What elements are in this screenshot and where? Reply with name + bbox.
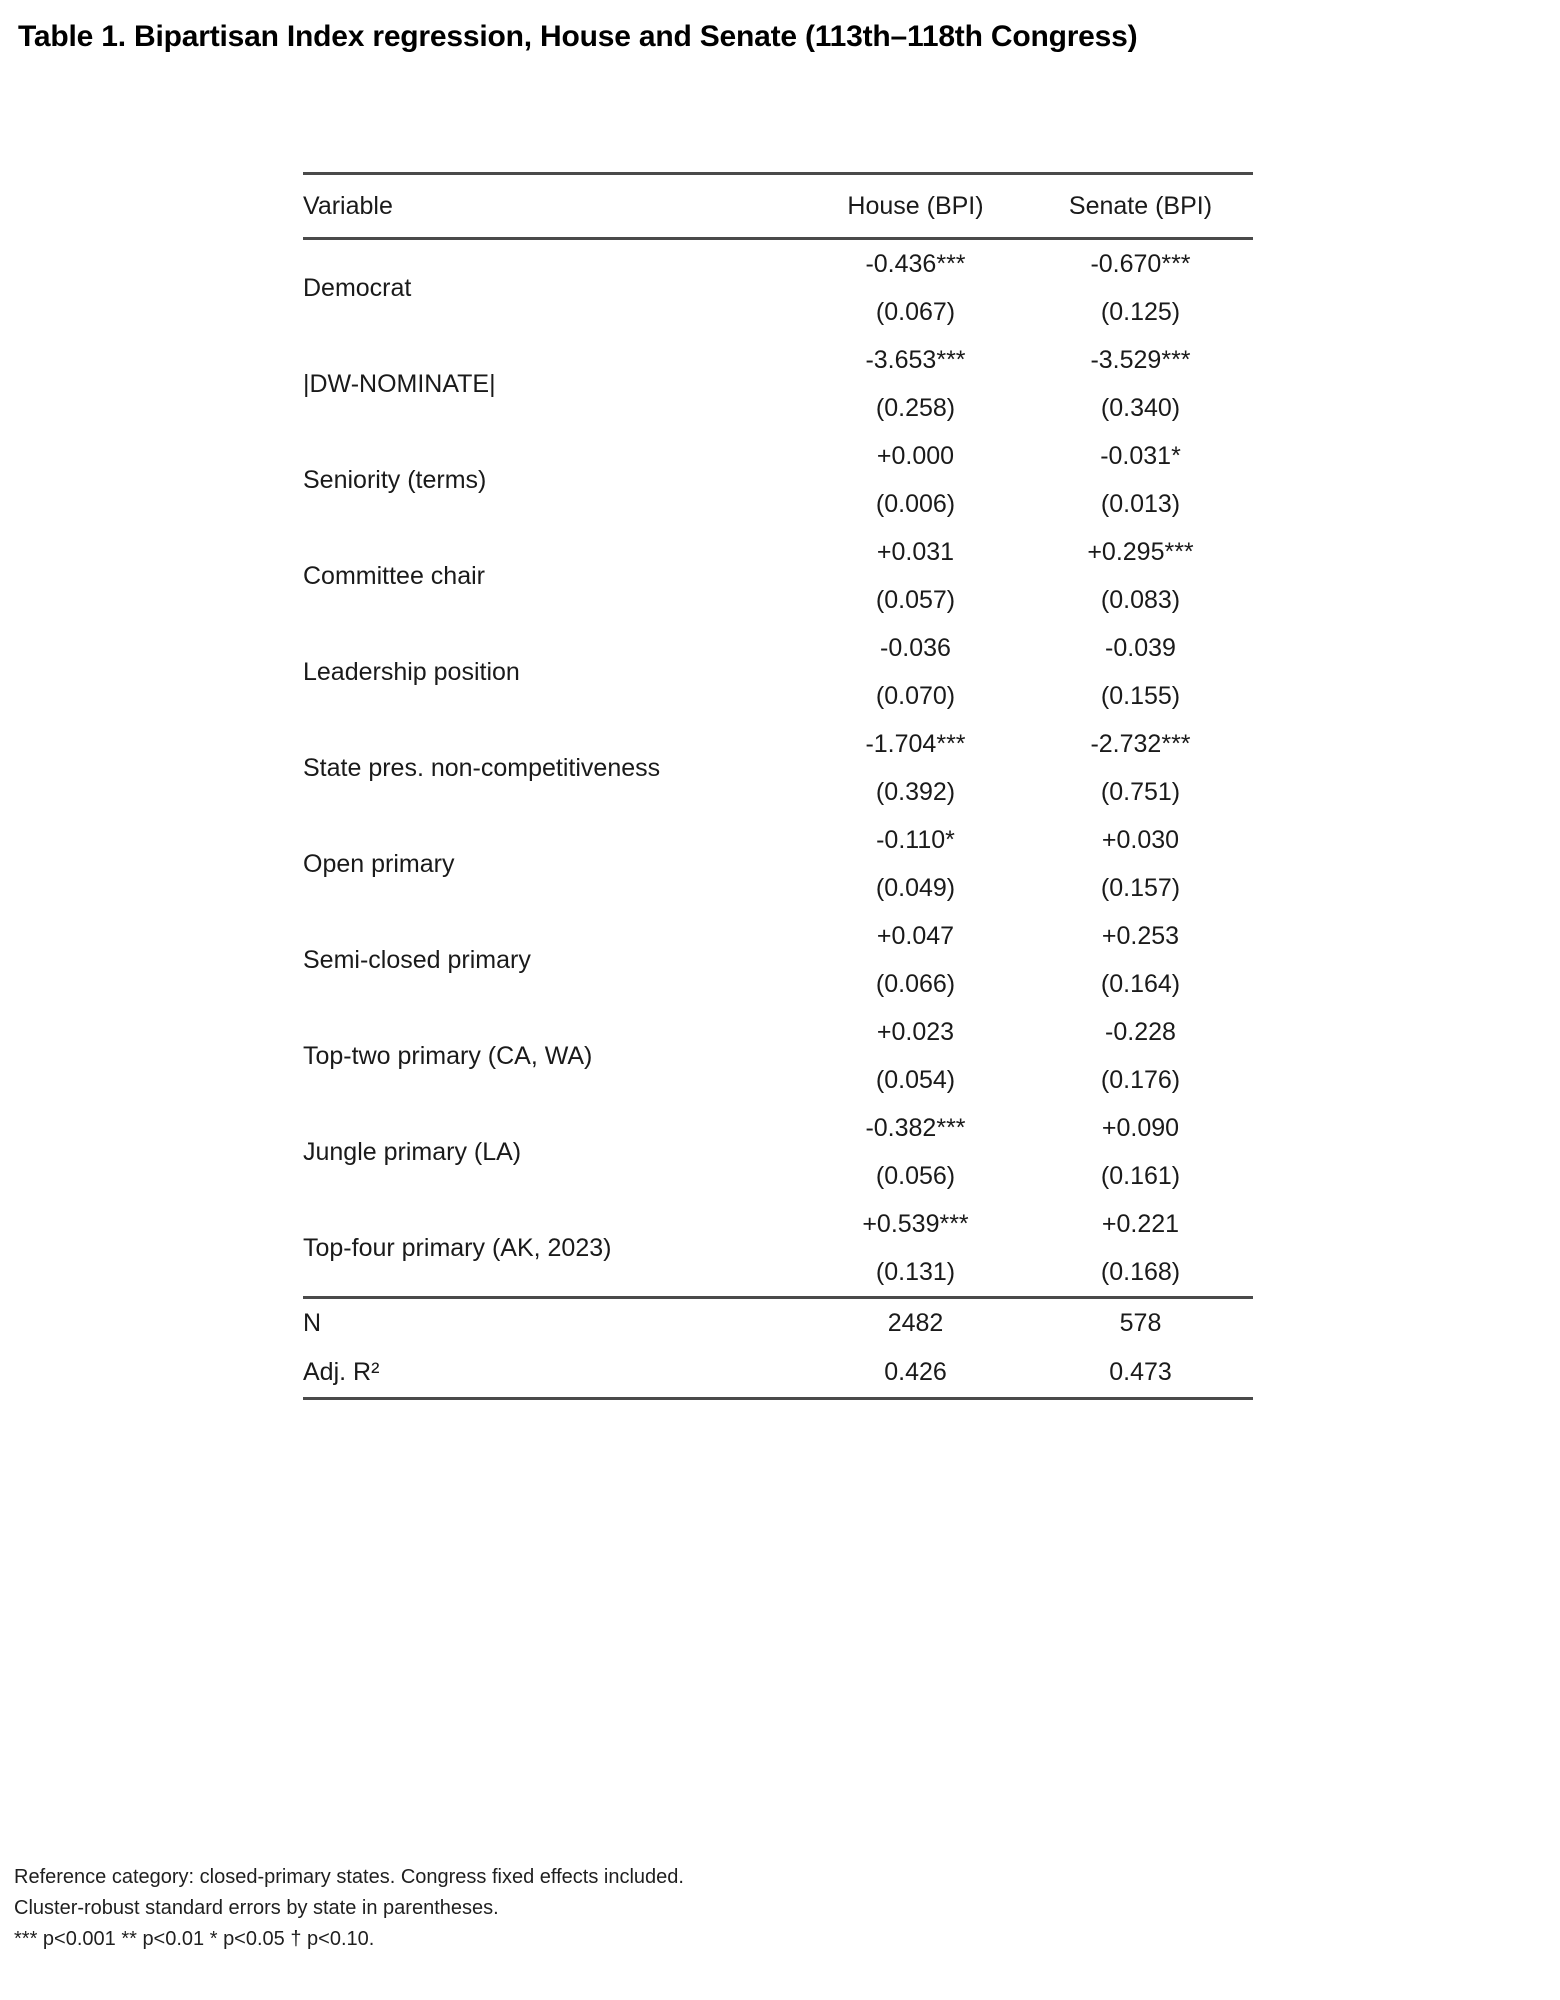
cell-senate (1028, 816, 1253, 912)
cell-house-standard-error: (0.056) (875, 1162, 956, 1190)
cell-variable: Committee chair (303, 561, 485, 590)
cell-house-coefficient: -1.704*** (865, 730, 966, 758)
footnote-reference-category: Reference category: closed-primary states. Congress fixed effects included. (14, 1866, 684, 1888)
cell-house-standard-error: (0.066) (875, 970, 956, 998)
cell-variable: Seniority (terms) (303, 465, 487, 494)
cell-senate-standard-error: (0.013) (1100, 490, 1181, 518)
cell-senate-standard-error: (0.751) (1100, 778, 1181, 806)
cell-senate-coefficient: +0.090 (1101, 1114, 1180, 1142)
cell-house-standard-error: (0.057) (875, 586, 956, 614)
cell-senate-standard-error: (0.155) (1100, 682, 1181, 710)
cell-senate-standard-error: (0.161) (1100, 1162, 1181, 1190)
cell-house-standard-error: (0.131) (875, 1258, 956, 1286)
cell-senate-standard-error: (0.168) (1100, 1258, 1181, 1286)
cell-variable: Jungle primary (LA) (303, 1137, 522, 1166)
cell-variable: Semi-closed primary (303, 945, 531, 974)
cell-house (803, 528, 1028, 624)
cell-house (803, 624, 1028, 720)
table-row (303, 1104, 1253, 1200)
bottom-rule-cell (303, 1397, 803, 1399)
cell-house-standard-error: (0.258) (875, 394, 956, 422)
cell-variable: Democrat (303, 273, 412, 302)
table-row (303, 336, 1253, 432)
cell-senate-standard-error: (0.157) (1100, 874, 1181, 902)
cell-senate-standard-error: (0.340) (1100, 394, 1181, 422)
cell-senate-coefficient: -3.529*** (1090, 346, 1191, 374)
cell-senate-coefficient: -2.732*** (1090, 730, 1191, 758)
cell-senate-standard-error: (0.125) (1100, 298, 1181, 326)
cell-house (803, 432, 1028, 528)
cell-senate-coefficient: -0.670*** (1090, 250, 1191, 278)
page-title: Table 1. Bipartisan Index regression, House and Senate (113th–118th Congress) (18, 20, 1138, 53)
table-body (303, 239, 1253, 1399)
table-header-row (303, 174, 1253, 239)
cell-senate-standard-error: (0.083) (1100, 586, 1181, 614)
regression-table-container (303, 172, 1253, 1400)
cell-house-coefficient: -0.036 (880, 634, 951, 662)
cell-stat-senate: 0.473 (1109, 1358, 1172, 1386)
cell-variable: |DW-NOMINATE| (303, 369, 496, 398)
cell-house (803, 816, 1028, 912)
column-header-variable: Variable (303, 174, 803, 239)
cell-senate (1028, 432, 1253, 528)
cell-variable: Leadership position (303, 657, 520, 686)
cell-variable: State pres. non-competitiveness (303, 753, 661, 782)
regression-table (303, 172, 1253, 1400)
table-row (303, 239, 1253, 337)
table-row (303, 1200, 1253, 1298)
cell-stat-house: 2482 (803, 1298, 1028, 1349)
cell-house-standard-error: (0.049) (875, 874, 956, 902)
cell-senate-standard-error: (0.164) (1100, 970, 1181, 998)
footnote-standard-errors: Cluster-robust standard errors by state in parentheses. (14, 1897, 499, 1919)
cell-senate (1028, 336, 1253, 432)
cell-senate-coefficient: -0.039 (1105, 634, 1176, 662)
table-row (303, 528, 1253, 624)
cell-house-coefficient: -0.436*** (865, 250, 966, 278)
cell-house-coefficient: +0.047 (876, 922, 955, 950)
cell-house-standard-error: (0.067) (875, 298, 956, 326)
cell-house (803, 1200, 1028, 1298)
cell-senate (1028, 239, 1253, 337)
cell-senate-coefficient: +0.253 (1101, 922, 1180, 950)
table-footnotes (14, 1862, 684, 1955)
cell-senate (1028, 624, 1253, 720)
cell-house-standard-error: (0.006) (875, 490, 956, 518)
cell-senate (1028, 720, 1253, 816)
cell-senate (1028, 1200, 1253, 1298)
table-row (303, 720, 1253, 816)
table-header (303, 174, 1253, 239)
cell-senate-standard-error: (0.176) (1100, 1066, 1181, 1094)
cell-house-standard-error: (0.054) (875, 1066, 956, 1094)
cell-stat-senate: 578 (1028, 1298, 1253, 1349)
cell-senate-coefficient: +0.295*** (1087, 538, 1194, 566)
table-row (303, 912, 1253, 1008)
cell-house-coefficient: +0.031 (876, 538, 955, 566)
cell-senate (1028, 528, 1253, 624)
table-row (303, 1008, 1253, 1104)
cell-senate-coefficient: -0.228 (1105, 1018, 1176, 1046)
table-row (303, 816, 1253, 912)
cell-senate-coefficient: +0.221 (1101, 1210, 1180, 1238)
table-bottom-rule (303, 1397, 1253, 1399)
table-row (303, 432, 1253, 528)
footnote-significance-codes: *** p<0.001 ** p<0.01 * p<0.05 † p<0.10. (14, 1928, 375, 1950)
cell-house (803, 720, 1028, 816)
cell-house (803, 1104, 1028, 1200)
cell-house (803, 336, 1028, 432)
cell-house-standard-error: (0.070) (875, 682, 956, 710)
bottom-rule-cell (803, 1397, 1028, 1399)
cell-house-coefficient: +0.000 (876, 442, 955, 470)
cell-senate (1028, 1008, 1253, 1104)
cell-house-coefficient: -3.653*** (865, 346, 966, 374)
cell-stat-label: Adj. R² (303, 1358, 380, 1386)
cell-senate (1028, 912, 1253, 1008)
cell-house-coefficient: +0.539*** (862, 1210, 969, 1238)
column-header-senate: Senate (BPI) (1028, 174, 1253, 239)
cell-house (803, 239, 1028, 337)
cell-senate-coefficient: -0.031* (1100, 442, 1181, 470)
cell-house-coefficient: -0.110* (876, 826, 955, 854)
cell-house-coefficient: -0.382*** (865, 1114, 966, 1142)
column-header-house: House (BPI) (803, 174, 1028, 239)
table-row (303, 624, 1253, 720)
bottom-rule-cell (1028, 1397, 1253, 1399)
cell-house (803, 1008, 1028, 1104)
cell-house (803, 912, 1028, 1008)
cell-variable: Top-two primary (CA, WA) (303, 1041, 593, 1070)
cell-stat-label: N (303, 1298, 803, 1349)
cell-house-coefficient: +0.023 (876, 1018, 955, 1046)
cell-stat-house: 0.426 (884, 1358, 947, 1386)
cell-variable: Top-four primary (AK, 2023) (303, 1233, 612, 1262)
cell-senate-coefficient: +0.030 (1101, 826, 1180, 854)
cell-variable: Open primary (303, 849, 455, 878)
table-stats-row (303, 1298, 1253, 1349)
cell-senate (1028, 1104, 1253, 1200)
table-stats-row (303, 1348, 1253, 1397)
cell-house-standard-error: (0.392) (875, 778, 956, 806)
